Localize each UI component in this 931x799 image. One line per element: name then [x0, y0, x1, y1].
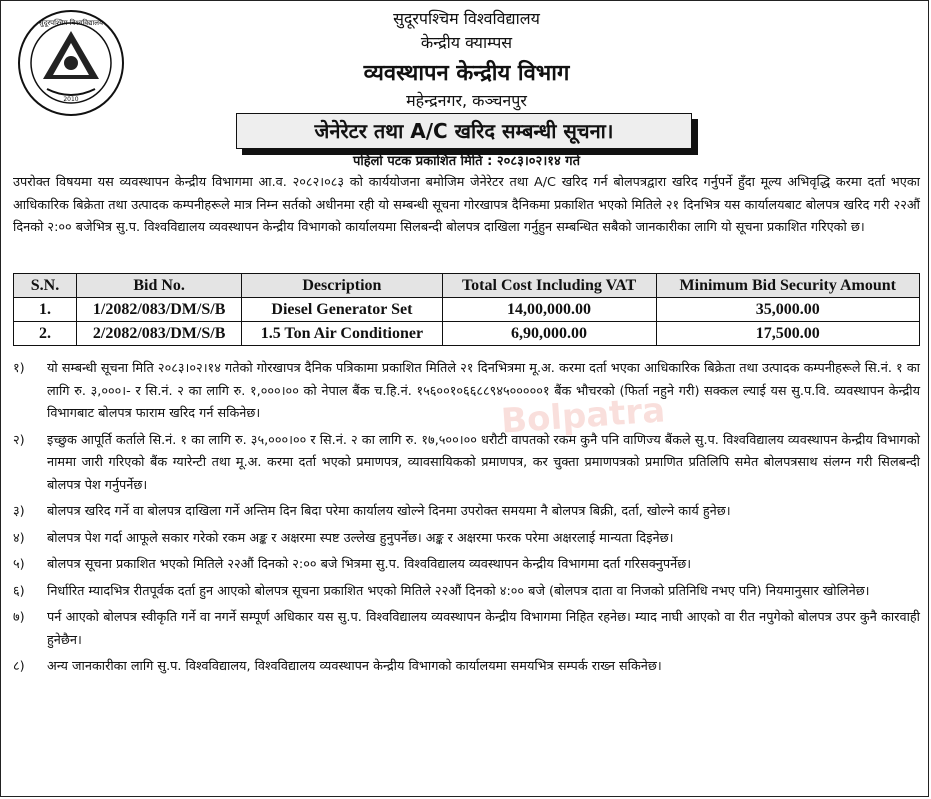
cell-description: Diesel Generator Set: [242, 298, 442, 322]
cell-total-cost: 6,90,000.00: [442, 322, 656, 346]
condition-text: पर्न आएको बोलपत्र स्वीकृति गर्ने वा नगर्ने सम्पूर्ण अधिकार यस सु.प. विश्वविद्यालय व्यवस्थापन केन्द्रीय विभागमा निहित रहनेछ। म्याद नाघी आएको वा रीत नपुगेको बोलपत्र उपर कुनै कारवाही हुनेछैन।: [47, 610, 920, 648]
col-bid-security-header: Minimum Bid Security Amount: [656, 274, 919, 298]
cell-description: 1.5 Ton Air Conditioner: [242, 322, 442, 346]
condition-text: यो सम्बन्धी सूचना मिति २०८३।०२।१४ गतेको गोरखापत्र दैनिक पत्रिकामा प्रकाशित मितिले २१ दिनभित्रमा मू.अ. करमा दर्ता भएका आधिकारिक बिक्रेता तथा उत्पादक कम्पनीहरूले सि.नं. १ का लागि रु. ३,०००।- र सि.नं. २ का लागि रु. १,०००।०० को नेपाल बैंक च.हि.नं. १५६००१०६६८८९४५०००००१ बैंक भौचरको (फिर्ता नहुने गरी) सक्कल ल्याई यस सु.प.वि. व्यवस्थापन केन्द्रीय विभागबाट बोलपत्र फाराम खरिद गर्न सकिनेछ।: [47, 361, 921, 421]
conditions-list: [9, 358, 920, 683]
condition-number: ५): [13, 557, 25, 572]
condition-text: बोलपत्र खरिद गर्ने वा बोलपत्र दाखिला गर्ने अन्तिम दिन बिदा परेमा कार्यालय खोल्ने दिनमा उपरोक्त समयमा नै बोलपत्र बिक्री, दर्ता, खोल्ने कार्य हुनेछ।: [47, 504, 731, 519]
cell-sn: 1.: [14, 298, 77, 322]
svg-text:सुदूरपश्चिम विश्वविद्यालय: सुदूरपश्चिम विश्वविद्यालय: [38, 19, 104, 27]
condition-item: [9, 430, 920, 498]
cell-bid-security: 35,000.00: [656, 298, 919, 322]
table-header-row: [14, 274, 920, 298]
col-bid-no-header: Bid No.: [77, 274, 242, 298]
location: महेन्द्रनगर, कञ्चनपुर: [406, 91, 527, 110]
university-name: सुदूरपश्चिम विश्वविद्यालय: [393, 9, 540, 28]
cell-bid-no: 2/2082/083/DM/S/B: [77, 322, 242, 346]
cell-bid-security: 17,500.00: [656, 322, 919, 346]
campus-name: केन्द्रीय क्याम्पस: [420, 33, 513, 52]
col-total-cost-header: Total Cost Including VAT: [442, 274, 656, 298]
condition-item: [9, 501, 920, 524]
watermark: Bolpatra: [499, 390, 667, 442]
condition-number: ३): [13, 504, 25, 519]
condition-text: इच्छुक आपूर्ति कर्ताले सि.नं. १ का लागि रु. ३५,०००।०० र सि.नं. २ का लागि रु. १७,५००।०० धरौटी वापतको रकम कुनै पनि वाणिज्य बैंकले सु.प. विश्वविद्यालय व्यवस्थापन केन्द्रीय विभागको नाममा जारी गरिएको बैंक ग्यारेन्टी तथा मू.अ. करमा दर्ता भएको प्रमाणपत्र, व्यावसायिकको प्रमाणपत्र, कर चुक्ता प्रमाणपत्रको प्रमाणित प्रतिलिपि समेत बोलपत्रसाथ संलग्न गरी सिलबन्दी बोलपत्र पेश गर्नुपर्नेछ।: [47, 432, 920, 493]
table-row: [14, 298, 920, 322]
bids-table: [13, 273, 920, 346]
intro-paragraph: उपरोक्त विषयमा यस व्यवस्थापन केन्द्रीय विभागमा आ.व. २०८२।०८३ को कार्ययोजना बमोजिम जेनेरेटर तथा A/C खरिद गर्न बोलपत्रद्वारा खरिद गर्नुपर्ने हुँदा मूल्य अभिवृद्धि करमा दर्ता भएका आधिकारिक बिक्रेता तथा उत्पादक कम्पनीहरूले मात्र निम्न सर्तको अधीनमा रही यो सम्बन्धी सूचना गोरखापत्र दैनिकमा प्रकाशित भएको मितिले २१ दिनभित्र यस कार्यालयबाट बोलपत्र खरिद गरी २२औं दिनको २:०० बजेभित्र सु.प. विश्वविद्यालय व्यवस्थापन केन्द्रीय विभागको कार्यालयमा सिलबन्दी बोलपत्र दाखिला गर्नुहुन सम्बन्धित सबैको जानकारीका लागि यो सूचना प्रकाशित गरिएको छ।: [13, 175, 920, 235]
notice-title: जेनेरेटर तथा A/C खरिद सम्बन्धी सूचना।: [236, 113, 692, 149]
publication-date: पहिलो पटक प्रकाशित मिति : २०८३।०२।१४ गते: [352, 154, 581, 169]
condition-number: ६): [13, 583, 25, 599]
cell-sn: 2.: [14, 322, 77, 346]
condition-number: ८): [13, 659, 25, 674]
condition-item: [9, 607, 920, 652]
condition-text: बोलपत्र पेश गर्दा आफूले सकार गरेको रकम अङ्क र अक्षरमा स्पष्ट उल्लेख हुनुपर्नेछ। अङ्क र अक्षरमा फरक परेमा अक्षरलाई मान्यता दिइनेछ।: [47, 530, 674, 546]
svg-text:2010: 2010: [63, 96, 79, 103]
condition-text: निर्धारित म्यादभित्र रीतपूर्वक दर्ता हुन आएको बोलपत्र सूचना प्रकाशित भएको मितिले २२औं दिनको ४:०० बजे (बोलपत्र दाता वा निजको प्रतिनिधि नभए पनि) नियमानुसार खोलिनेछ।: [47, 583, 870, 599]
condition-number: ४): [13, 530, 25, 546]
department-name: व्यवस्थापन केन्द्रीय विभाग: [363, 61, 570, 86]
col-sn-header: S.N.: [14, 274, 77, 298]
table-row: [14, 322, 920, 346]
condition-item: [9, 656, 920, 679]
condition-item: [9, 528, 920, 551]
condition-text: अन्य जानकारीका लागि सु.प. विश्वविद्यालय, विश्वविद्यालय व्यवस्थापन केन्द्रीय विभागको कार्यालयमा समयभित्र सम्पर्क राख्न सकिनेछ।: [47, 659, 662, 674]
condition-item: [9, 358, 920, 426]
col-description-header: Description: [242, 274, 442, 298]
condition-number: १): [13, 361, 25, 376]
cell-total-cost: 14,00,000.00: [442, 298, 656, 322]
condition-item: [9, 581, 920, 604]
cell-bid-no: 1/2082/083/DM/S/B: [77, 298, 242, 322]
condition-text: बोलपत्र सूचना प्रकाशित भएको मितिले २२औं दिनको २:०० बजे भित्रमा सु.प. विश्वविद्यालय व्यवस्थापन केन्द्रीय विभागमा दर्ता गरिसक्नुपर्नेछ।: [47, 557, 692, 572]
condition-item: [9, 554, 920, 577]
condition-number: २): [13, 432, 25, 448]
condition-number: ७): [13, 610, 25, 625]
